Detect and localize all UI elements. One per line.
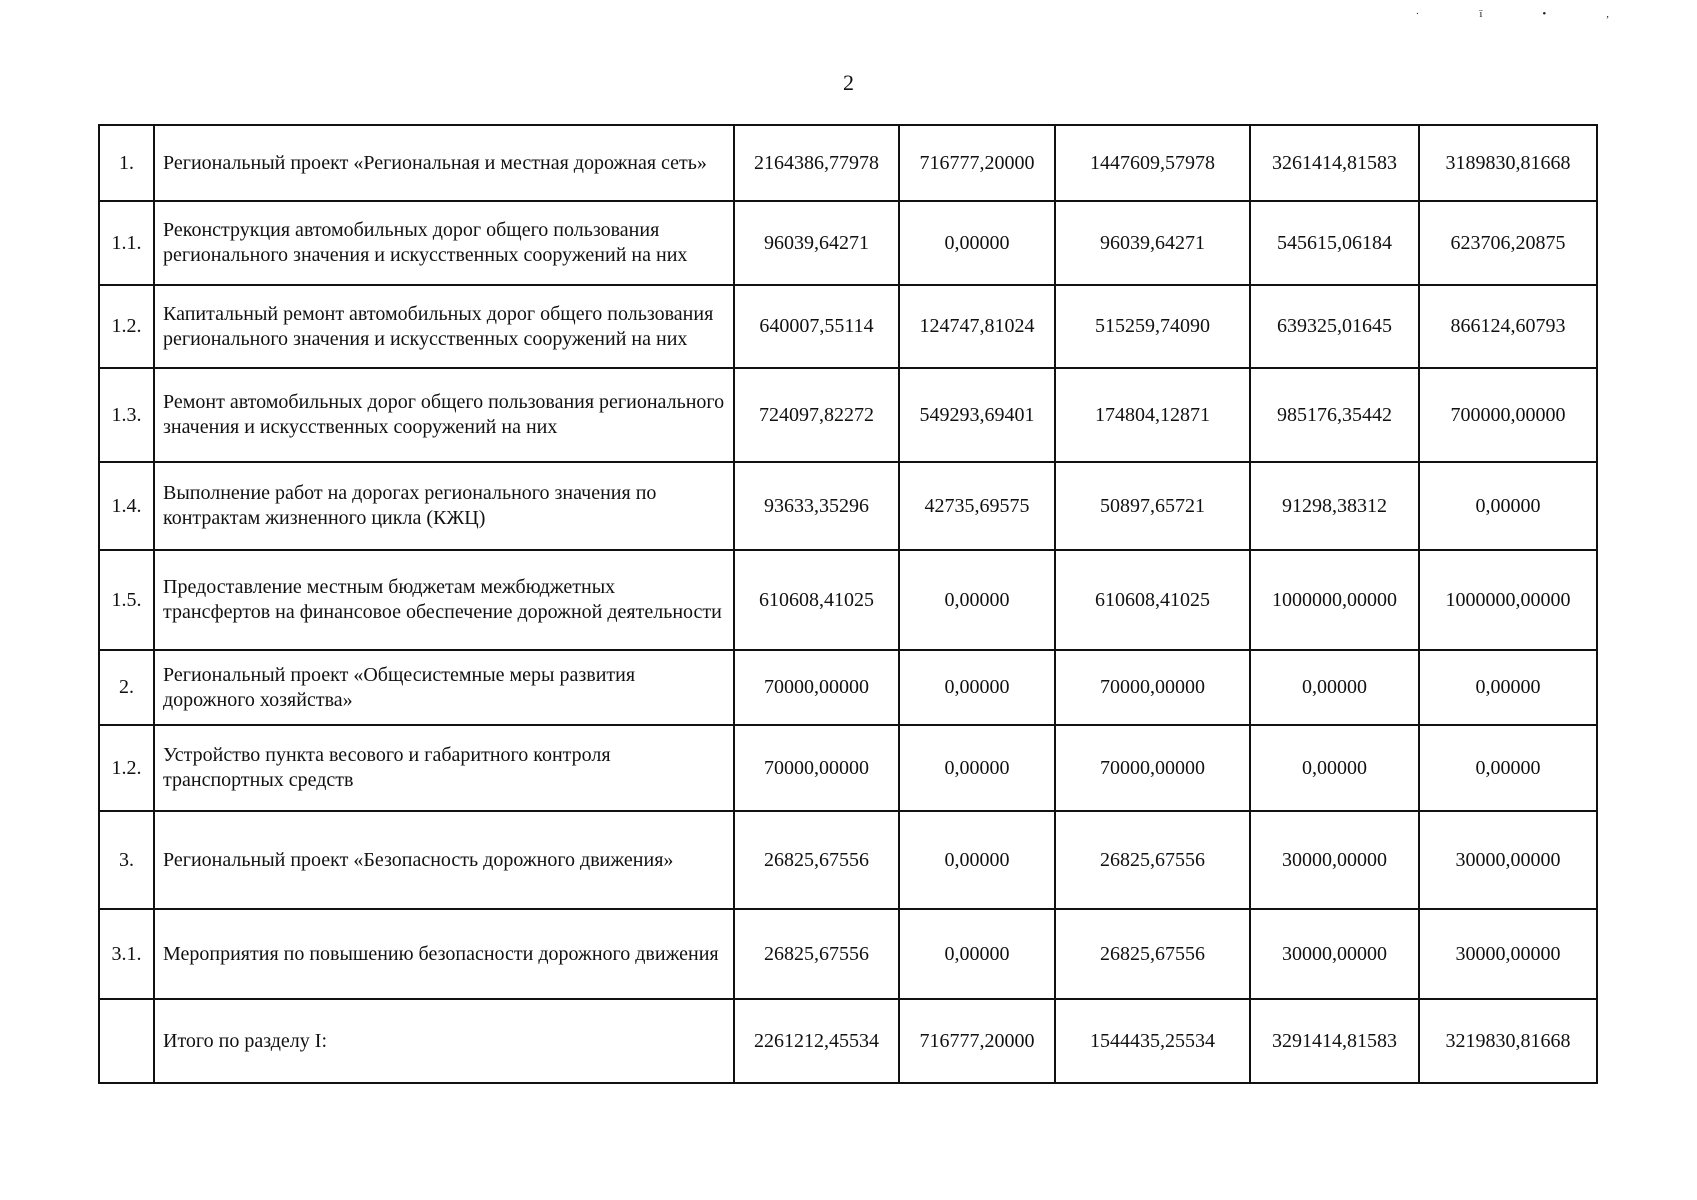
row-number-cell: 3. [99,811,154,909]
value-cell: 93633,35296 [734,462,899,550]
row-number-cell: 1.4. [99,462,154,550]
row-number-cell: 1.3. [99,368,154,462]
row-name-cell: Мероприятия по повышению безопасности дорожного движения [154,909,734,999]
value-cell: 70000,00000 [1055,650,1250,725]
total-value-cell: 3291414,81583 [1250,999,1419,1083]
scan-marks [1416,8,1669,20]
value-cell: 96039,64271 [1055,201,1250,285]
value-cell: 91298,38312 [1250,462,1419,550]
value-cell: 0,00000 [899,550,1055,650]
value-cell: 124747,81024 [899,285,1055,368]
value-cell: 26825,67556 [734,811,899,909]
value-cell: 640007,55114 [734,285,899,368]
value-cell: 545615,06184 [1250,201,1419,285]
table-body [99,125,1597,1083]
value-cell: 0,00000 [1419,462,1597,550]
value-cell: 30000,00000 [1250,909,1419,999]
table-row [99,125,1597,201]
table-row [99,462,1597,550]
value-cell: 1000000,00000 [1250,550,1419,650]
table-row [99,650,1597,725]
table-row [99,811,1597,909]
row-name-cell: Региональный проект «Безопасность дорожного движения» [154,811,734,909]
value-cell: 549293,69401 [899,368,1055,462]
value-cell: 50897,65721 [1055,462,1250,550]
value-cell: 0,00000 [1250,650,1419,725]
total-value-cell: 2261212,45534 [734,999,899,1083]
row-number-cell: 1.2. [99,725,154,811]
row-name-cell: Региональный проект «Общесистемные меры развития дорожного хозяйства» [154,650,734,725]
value-cell: 2164386,77978 [734,125,899,201]
row-number-cell: 1. [99,125,154,201]
value-cell: 623706,20875 [1419,201,1597,285]
value-cell: 26825,67556 [734,909,899,999]
value-cell: 0,00000 [1250,725,1419,811]
value-cell: 724097,82272 [734,368,899,462]
value-cell: 515259,74090 [1055,285,1250,368]
value-cell: 0,00000 [899,909,1055,999]
value-cell: 174804,12871 [1055,368,1250,462]
value-cell: 0,00000 [1419,725,1597,811]
page-number: 2 [843,70,854,95]
value-cell: 30000,00000 [1419,909,1597,999]
value-cell: 700000,00000 [1419,368,1597,462]
value-cell: 0,00000 [1419,650,1597,725]
total-value-cell: 1544435,25534 [1055,999,1250,1083]
total-label-cell: Итого по разделу I: [154,999,734,1083]
value-cell: 1000000,00000 [1419,550,1597,650]
row-number-cell [99,999,154,1083]
row-name-cell: Предоставление местным бюджетам межбюджетных трансфертов на финансовое обеспечение дорожной деятельности [154,550,734,650]
value-cell: 0,00000 [899,650,1055,725]
row-name-cell: Региональный проект «Региональная и местная дорожная сеть» [154,125,734,201]
row-name-cell: Устройство пункта весового и габаритного контроля транспортных средств [154,725,734,811]
value-cell: 26825,67556 [1055,909,1250,999]
table-row [99,725,1597,811]
table-row-total [99,999,1597,1083]
value-cell: 30000,00000 [1250,811,1419,909]
budget-table [98,124,1598,1084]
table-row [99,368,1597,462]
table-row [99,909,1597,999]
value-cell: 610608,41025 [1055,550,1250,650]
row-number-cell: 1.5. [99,550,154,650]
value-cell: 0,00000 [899,725,1055,811]
table-row [99,201,1597,285]
value-cell: 3189830,81668 [1419,125,1597,201]
value-cell: 985176,35442 [1250,368,1419,462]
row-name-cell: Реконструкция автомобильных дорог общего пользования регионального значения и искусственных сооружений на них [154,201,734,285]
value-cell: 639325,01645 [1250,285,1419,368]
value-cell: 30000,00000 [1419,811,1597,909]
value-cell: 866124,60793 [1419,285,1597,368]
value-cell: 0,00000 [899,811,1055,909]
value-cell: 96039,64271 [734,201,899,285]
row-number-cell: 2. [99,650,154,725]
scan-mark: ·ї [1415,8,1543,20]
value-cell: 70000,00000 [734,650,899,725]
value-cell: 3261414,81583 [1250,125,1419,201]
row-number-cell: 3.1. [99,909,154,999]
row-number-cell: 1.1. [99,201,154,285]
value-cell: 42735,69575 [899,462,1055,550]
value-cell: 26825,67556 [1055,811,1250,909]
row-name-cell: Ремонт автомобильных дорог общего пользования регионального значения и искусственных сооружений на них [154,368,734,462]
value-cell: 0,00000 [899,201,1055,285]
row-name-cell: Выполнение работ на дорогах регионального значения по контрактам жизненного цикла (КЖЦ) [154,462,734,550]
total-value-cell: 3219830,81668 [1419,999,1597,1083]
value-cell: 610608,41025 [734,550,899,650]
table-row [99,285,1597,368]
value-cell: 70000,00000 [1055,725,1250,811]
row-number-cell: 1.2. [99,285,154,368]
table-row [99,550,1597,650]
value-cell: 70000,00000 [734,725,899,811]
total-value-cell: 716777,20000 [899,999,1055,1083]
row-name-cell: Капитальный ремонт автомобильных дорог общего пользования регионального значения и искусственных сооружений на них [154,285,734,368]
scan-mark: •, [1542,8,1669,20]
value-cell: 1447609,57978 [1055,125,1250,201]
value-cell: 716777,20000 [899,125,1055,201]
